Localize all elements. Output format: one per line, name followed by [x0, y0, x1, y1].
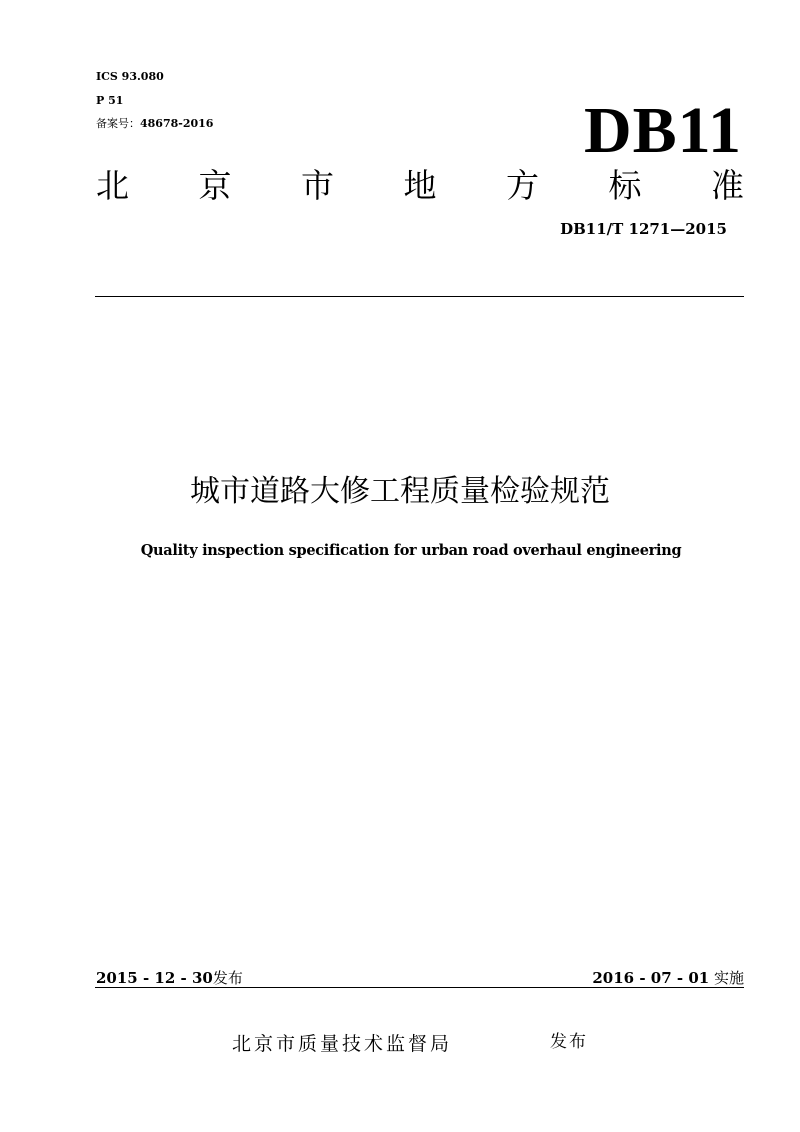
issued-date-line	[96, 968, 243, 988]
issued-date: 2015 - 12 - 30	[96, 969, 213, 987]
record-value: 48678-2016	[140, 117, 214, 130]
publisher: 北京市质量技术监督局	[232, 1033, 453, 1055]
record-number	[96, 117, 213, 131]
header-divider	[95, 296, 744, 297]
standard-number: DB11/T 1271—2015	[560, 220, 727, 238]
ics-code: ICS 93.080	[96, 70, 164, 83]
standard-type-char: 北	[96, 166, 129, 205]
ccs-code: P 51	[96, 94, 124, 107]
publisher-suffix: 发布	[550, 1032, 588, 1052]
standard-type-char: 地	[403, 166, 437, 205]
standard-type-char: 京	[198, 166, 232, 205]
standard-type-char: 方	[506, 166, 539, 205]
effective-date: 2016 - 07 - 01	[592, 969, 710, 987]
record-label: 备案号：	[96, 117, 140, 130]
effective-label: 实施	[713, 969, 744, 987]
standard-type-char: 市	[301, 166, 334, 205]
db11-logo: DB11	[583, 94, 742, 167]
standard-type	[96, 166, 744, 206]
standard-type-char: 标	[608, 166, 642, 205]
effective-date-line	[592, 968, 744, 988]
document-title-cn: 城市道路大修工程质量检验规范	[190, 474, 610, 509]
document-title-en: Quality inspection specification for urban road overhaul engineering	[140, 542, 682, 559]
issued-label: 发布	[212, 969, 243, 987]
standard-type-char: 准	[711, 166, 744, 205]
footer-divider	[95, 987, 744, 988]
